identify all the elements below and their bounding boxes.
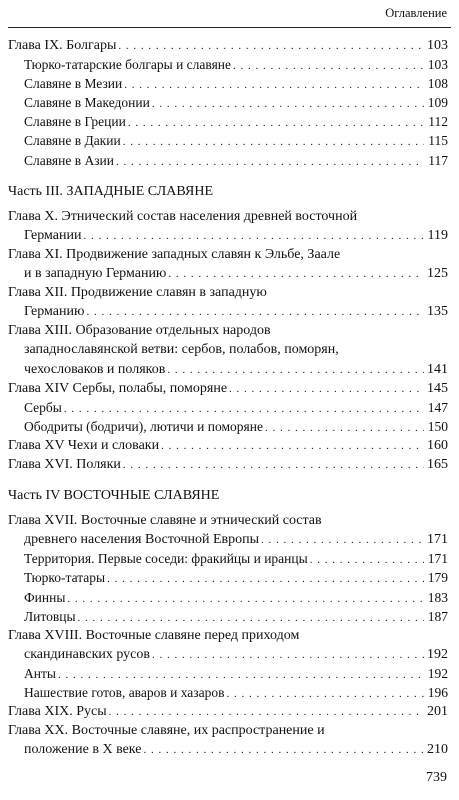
dot-leader [123,133,424,150]
toc-entry-title: Славяне в Мезии [24,76,123,92]
toc-page-number: 109 [427,95,448,111]
toc-page-number: 183 [427,589,448,605]
dot-leader [118,37,424,55]
toc-subentry[interactable] [8,607,448,626]
dot-leader [107,570,424,587]
dot-leader [261,531,424,549]
dot-leader [161,437,424,455]
toc-entry-continuation[interactable] [8,360,448,379]
toc-entry[interactable] [8,379,448,398]
toc-entry-title: Анты [24,665,56,681]
toc-entry-continuation[interactable] [8,530,448,549]
toc-page-number: 201 [427,704,448,720]
toc-entry[interactable] [8,436,448,455]
toc-entry-title: скандинавских русов [24,646,151,662]
toc-page-number: 192 [427,646,448,662]
table-of-contents [8,36,448,759]
toc-entry-title: Глава IX. Болгары [8,38,117,53]
toc-entry [8,245,448,264]
toc-entry-title: Глава XVI. Поляки [8,456,121,472]
dot-leader [83,227,424,245]
toc-part-heading [8,486,448,505]
toc-page-number: 112 [428,114,448,130]
toc-page-number: 165 [427,456,448,472]
toc-page-number: 141 [427,361,448,377]
toc-subentry[interactable] [8,93,448,112]
toc-entry-continuation [8,340,448,359]
toc-entry-title: Германию [24,304,85,320]
toc-entry-continuation[interactable] [8,226,448,245]
toc-entry-title: Часть III. ЗАПАДНЫЕ СЛАВЯНЕ [8,183,214,199]
toc-subentry[interactable] [8,549,448,568]
dot-leader [229,380,424,398]
toc-page-number: 171 [427,551,448,567]
dot-leader [124,76,424,93]
toc-entry [8,283,448,302]
toc-subentry[interactable] [8,588,448,607]
toc-page-number: 115 [428,133,448,149]
dot-leader [86,303,424,321]
toc-entry-title: Территория. Первые соседи: фракийцы и иранцы [24,551,308,567]
toc-entry-title: Глава X. Этнический состав населения древней восточной [8,208,358,224]
toc-entry-continuation[interactable] [8,264,448,283]
toc-page-number: 192 [427,665,448,681]
toc-page-number: 196 [427,685,448,700]
toc-entry-title: Глава XIX. Русы [8,704,107,720]
toc-entry-title: Германии [24,227,82,243]
toc-subentry[interactable] [8,417,448,436]
toc-part-heading [8,182,448,201]
toc-entry-title: Глава XIII. Образование отдельных народов [8,323,271,339]
toc-entry [8,321,448,340]
toc-entry[interactable] [8,36,448,55]
toc-entry-continuation[interactable] [8,645,448,664]
toc-subentry[interactable] [8,568,448,587]
toc-entry-title: Глава XV Чехи и словаки [8,437,160,453]
toc-entry-title: Глава XX. Восточные славяне, их распространение и [8,723,325,739]
toc-entry-title: Славяне в Азии [24,152,115,168]
toc-page-number: 160 [427,437,448,453]
toc-subentry[interactable] [8,74,448,93]
toc-page-number: 187 [427,608,448,624]
dot-leader [143,741,424,759]
toc-page-number: 147 [427,399,448,415]
toc-entry-title: Глава XI. Продвижение западных славян к Эльбе, Заале [8,246,341,262]
toc-entry-title: Ободриты (бодричи), лютичи и поморяне [24,418,263,434]
dot-leader [128,114,424,131]
toc-entry-title: Часть IV ВОСТОЧНЫЕ СЛАВЯНЕ [8,488,220,504]
dot-leader [310,551,424,568]
dot-leader [58,666,424,683]
toc-entry [8,721,448,740]
toc-entry-title: Глава XII. Продвижение славян в западную [8,285,267,301]
toc-entry-title: Глава XIV Сербы, полабы, поморяне [8,380,228,396]
toc-subentry[interactable] [8,55,448,74]
header-rule [8,27,451,28]
toc-entry-title: Финны [24,589,66,605]
page-number: 739 [426,770,447,785]
toc-entry-title: западнославянской ветви: сербов, полабов, поморян, [24,342,339,358]
toc-page-number: 117 [428,152,448,168]
dot-leader [226,685,424,702]
dot-leader [233,57,424,74]
toc-entry-continuation[interactable] [8,302,448,321]
toc-entry [8,511,448,530]
toc-page-number: 179 [427,570,448,586]
toc-page-number: 125 [427,266,448,282]
toc-entry-title: Сербы [24,399,62,415]
dot-leader [64,400,424,417]
toc-entry [8,207,448,226]
toc-entry-title: Нашествие готов, аваров и хазаров [24,685,225,700]
toc-entry-title: Славяне в Греции [24,114,126,130]
toc-entry-title: Глава XVII. Восточные славяне и этнический состав [8,513,322,529]
toc-page-number: 103 [427,38,448,53]
dot-leader [116,153,424,170]
toc-page-number: 145 [427,380,448,396]
toc-entry-title: Славяне в Македонии [24,95,150,111]
toc-subentry[interactable] [8,683,448,702]
toc-entry-continuation[interactable] [8,740,448,759]
toc-entry[interactable] [8,455,448,474]
dot-leader [78,609,424,626]
toc-page-number: 171 [427,532,448,548]
dot-leader [109,703,424,721]
toc-page-number: 150 [427,418,448,434]
dot-leader [265,419,424,436]
toc-entry-title: положение в X веке [24,742,142,758]
toc-subentry[interactable] [8,112,448,131]
dot-leader [123,456,424,474]
toc-entry-title: Литовцы [24,608,76,624]
running-header: Оглавление [385,6,447,20]
toc-entry [8,626,448,645]
toc-entry-title: Тюрко-татары [24,570,106,586]
toc-entry[interactable] [8,702,448,721]
toc-page-number: 103 [427,57,448,73]
toc-page-number: 108 [427,76,448,92]
toc-entry-title: и в западную Германию [24,266,167,282]
toc-subentry[interactable] [8,398,448,417]
dot-leader [152,646,424,664]
toc-entry-title: древнего населения Восточной Европы [24,532,260,548]
toc-entry-title: Славяне в Дакии [24,133,121,149]
toc-subentry[interactable] [8,664,448,683]
toc-subentry[interactable] [8,131,448,150]
toc-entry-title: Тюрко-татарские болгары и славяне [24,57,232,73]
toc-subentry[interactable] [8,151,448,170]
dot-leader [168,265,424,283]
toc-page-number: 210 [427,742,448,758]
toc-entry-title: чехословаков и поляков [24,361,166,377]
dot-leader [152,95,424,112]
toc-entry-title: Глава XVIII. Восточные славяне перед приходом [8,627,300,643]
dot-leader [167,361,424,379]
dot-leader [67,590,424,607]
toc-page-number: 135 [427,304,448,320]
toc-page-number: 119 [427,227,448,243]
